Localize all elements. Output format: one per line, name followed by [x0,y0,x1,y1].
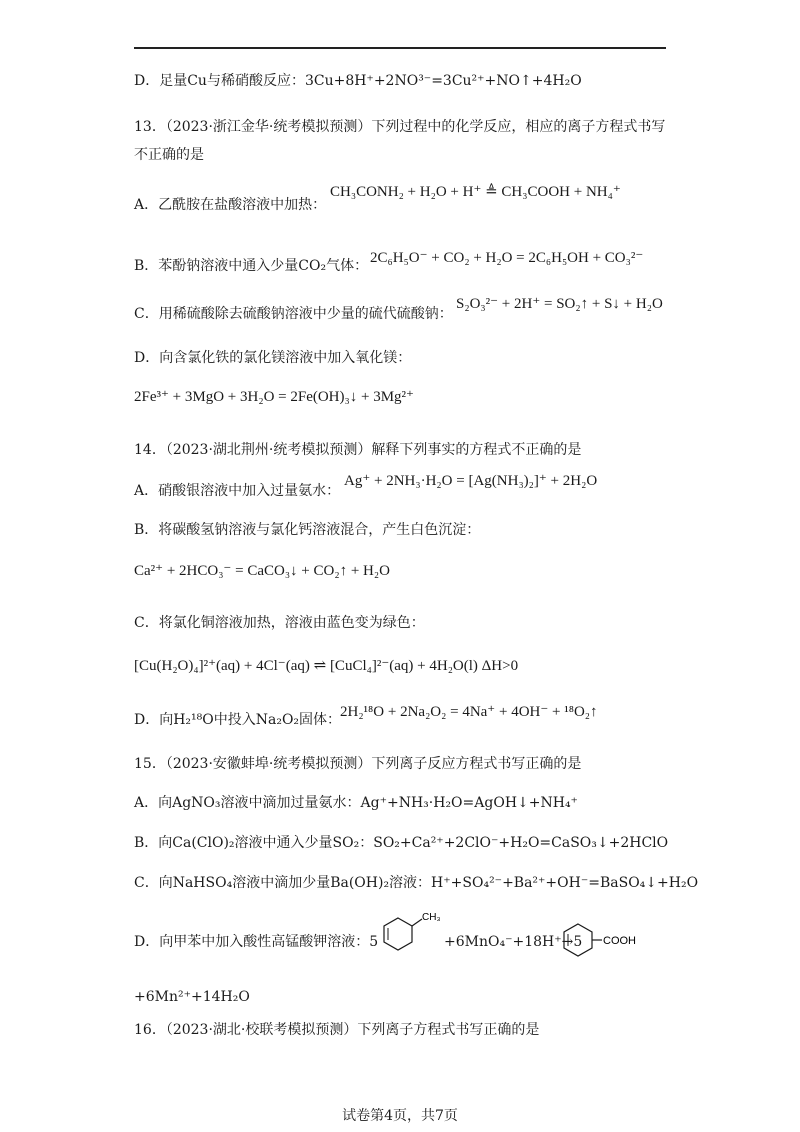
q16-stem: 16．（2023·湖北·校联考模拟预测）下列离子方程式书写正确的是 [134,1022,540,1038]
q12-option-d: D．足量Cu与稀硝酸反应：3Cu+8H⁺+2NO³⁻=3Cu²⁺+NO↑+4H₂O [134,73,582,89]
q15-stem: 15．（2023·安徽蚌埠·统考模拟预测）下列离子反应方程式书写正确的是 [134,756,582,772]
q13-option-a-equation: CH₃CONH₂ + H₂O + H⁺ ≜ CH₃COOH + NH₄⁺ [330,184,621,200]
q13-stem-cont: 不正确的是 [134,147,204,163]
q14-option-d-label: D．向H₂¹⁸O中投入Na₂O₂固体： [134,712,342,728]
q14-option-c-equation: [Cu(H₂O)₄]²⁺(aq) + 4Cl⁻(aq) ⇌ [CuCl₄]²⁻(aq) + 4H₂O(l) ΔH>0 [134,658,519,674]
q15-option-d-label: D．向甲苯中加入酸性高锰酸钾溶液：5 [134,934,379,950]
q13-option-b-label: B．苯酚钠溶液中通入少量CO₂气体： [134,258,369,274]
q14-stem: 14．（2023·湖北荆州·统考模拟预测）解释下列事实的方程式不正确的是 [134,442,582,458]
carboxyl-label: COOH [603,935,636,947]
q13-option-d-equation: 2Fe³⁺ + 3MgO + 3H₂O = 2Fe(OH)₃↓ + 3Mg²⁺ [134,389,414,405]
q14-option-c-label: C．将氯化铜溶液加热，溶液由蓝色变为绿色： [134,615,425,631]
q13-option-d-label: D．向含氯化铁的氯化镁溶液中加入氧化镁： [134,350,412,366]
q15-option-d-end: +6Mn²⁺+14H₂O [134,989,250,1005]
q15-option-b: B．向Ca(ClO)₂溶液中通入少量SO₂：SO₂+Ca²⁺+2ClO⁻+H₂O=CaSO₃↓+2HClO [134,835,669,851]
q13-option-c-label: C．用稀硫酸除去硫酸钠溶液中少量的硫代硫酸钠： [134,306,453,322]
q13-option-b-equation: 2C₆H₅O⁻ + CO₂ + H₂O = 2C₆H₅OH + CO₃²⁻ [370,250,644,266]
q14-option-b-label: B．将碳酸氢钠溶液与氯化钙溶液混合，产生白色沉淀： [134,522,481,538]
benzoic-acid-structure [558,920,648,960]
methyl-label: CH₃ [422,912,441,923]
q13-option-c-equation: S₂O₃²⁻ + 2H⁺ = SO₂↑ + S↓ + H₂O [456,296,663,312]
q13-option-a-label: A．乙酰胺在盐酸溶液中加热： [134,197,327,213]
q13-stem: 13．（2023·浙江金华·统考模拟预测）下列过程中的化学反应，相应的离子方程式书写 [134,119,666,135]
page-footer: 试卷第4页，共7页 [342,1108,458,1124]
header-rule [134,47,666,49]
q15-option-d-middle: +6MnO₄⁻+18H⁺→5 [444,934,583,950]
q15-option-c: C．向NaHSO₄溶液中滴加少量Ba(OH)₂溶液：H⁺+SO₄²⁻+Ba²⁺+OH⁻=BaSO₄↓+H₂O [134,875,699,891]
q14-option-a-equation: Ag⁺ + 2NH₃·H₂O = [Ag(NH₃)₂]⁺ + 2H₂O [344,473,598,489]
q14-option-a-label: A．硝酸银溶液中加入过量氨水： [134,483,341,499]
toluene-methyl-bond [412,919,422,926]
q14-option-d-equation: 2H₂¹⁸O + 2Na₂O₂ = 4Na⁺ + 4OH⁻ + ¹⁸O₂↑ [340,704,598,720]
q14-option-b-equation: Ca²⁺ + 2HCO₃⁻ = CaCO₃↓ + CO₂↑ + H₂O [134,563,390,579]
q15-option-a: A．向AgNO₃溶液中滴加过量氨水：Ag⁺+NH₃·H₂O=AgOH↓+NH₄⁺ [134,795,578,811]
toluene-structure [376,906,446,952]
